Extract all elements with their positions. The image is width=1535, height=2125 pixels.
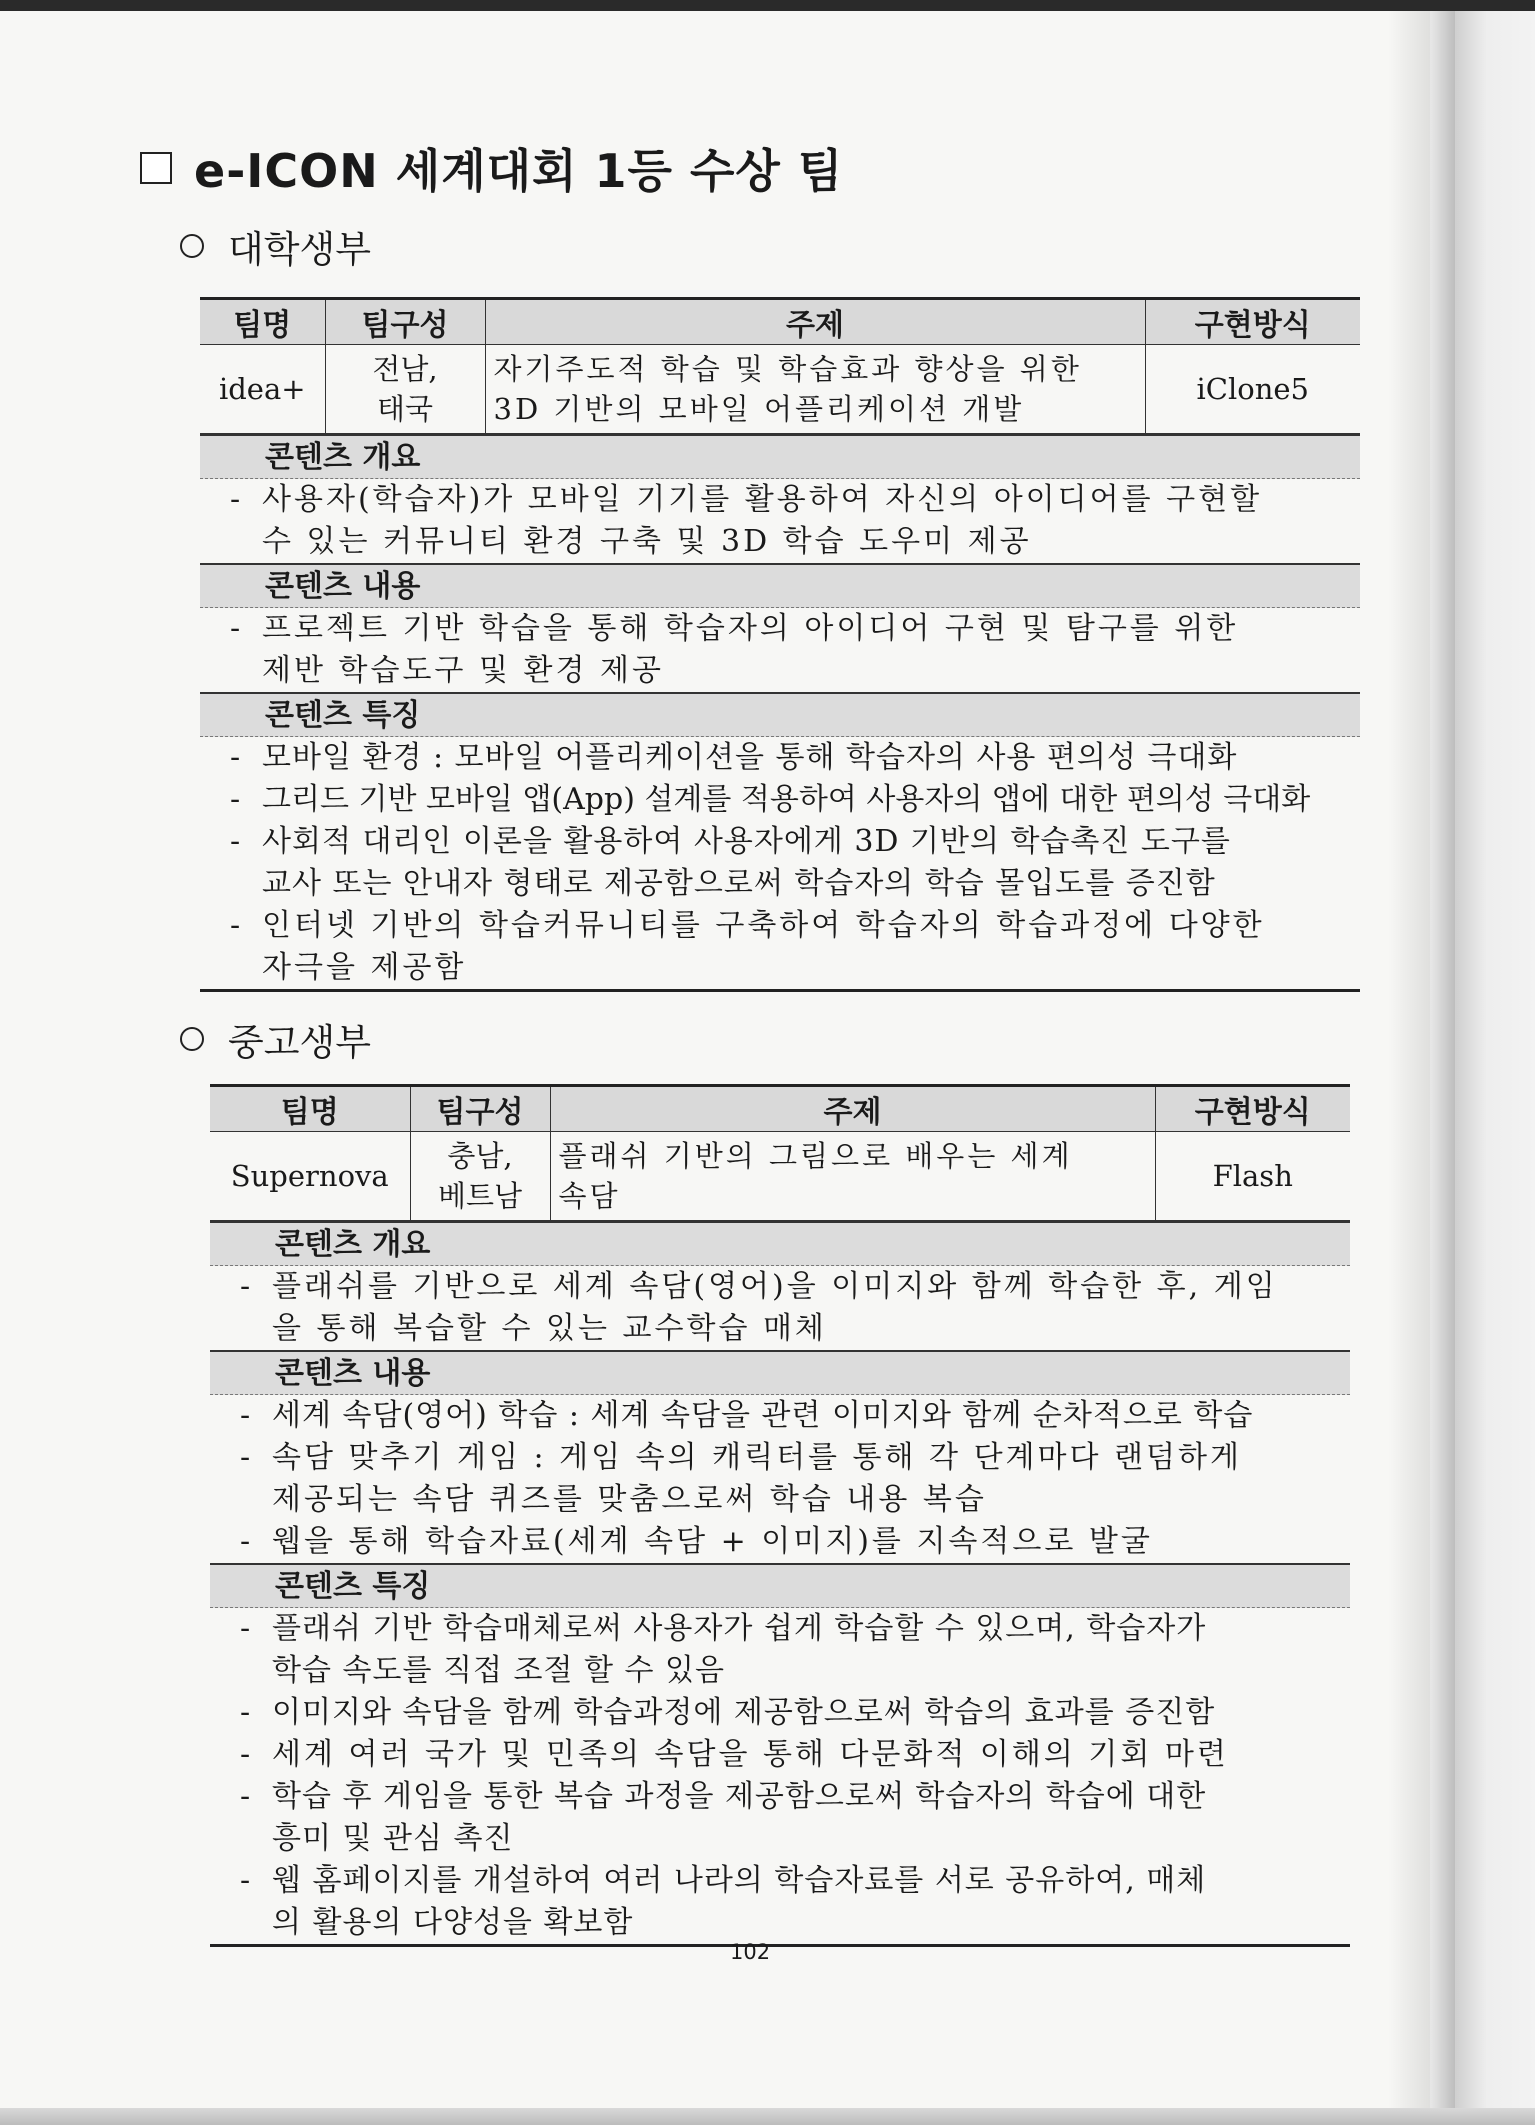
header-team-name: 팀명 bbox=[200, 299, 325, 345]
section-title-text: 중고생부 bbox=[228, 1021, 371, 1064]
block-heading: 콘텐츠 내용 bbox=[200, 563, 1360, 608]
page-number: 102 bbox=[730, 1940, 771, 1964]
header-method: 구현방식 bbox=[1155, 1086, 1350, 1132]
list-item: - 플래쉬를 기반으로 세계 속담(영어)을 이미지와 함께 학습한 후, 게임 을 통해 복습할 수 있는 교수학습 매체 bbox=[240, 1269, 1278, 1346]
list-item: - 웹을 통해 학습자료(세계 속담 + 이미지)를 지속적으로 발굴 bbox=[240, 1524, 1153, 1559]
scan-top-edge bbox=[0, 0, 1535, 11]
subject-cell bbox=[485, 345, 1145, 434]
list-item: - 사회적 대리인 이론을 활용하여 사용자에게 3D 기반의 학습촉진 도구를 교사 또는 안내자 형태로 제공함으로써 학습자의 학습 몰입도를 증진함 bbox=[230, 824, 1231, 901]
block-heading: 콘텐츠 내용 bbox=[210, 1350, 1350, 1395]
features-block-university bbox=[200, 692, 1360, 992]
team-member-line: 태국 bbox=[376, 392, 434, 426]
section-title-highschool bbox=[180, 1012, 1365, 1066]
method-cell: iClone5 bbox=[1145, 345, 1360, 434]
features-block-highschool bbox=[210, 1563, 1350, 1947]
list-item: - 세계 속담(영어) 학습 : 세계 속담을 관련 이미지와 함께 순차적으로 학습 bbox=[240, 1398, 1254, 1433]
subject-line: 속담 bbox=[558, 1179, 621, 1213]
header-team-name: 팀명 bbox=[210, 1086, 410, 1132]
team-name-cell: Supernova bbox=[210, 1132, 410, 1221]
subject-cell bbox=[550, 1132, 1155, 1221]
table-row bbox=[200, 345, 1360, 434]
contents-block-highschool bbox=[210, 1350, 1350, 1563]
adjacent-page-edge bbox=[1455, 11, 1535, 2125]
list-item: - 그리드 기반 모바일 앱(App) 설계를 적용하여 사용자의 앱에 대한 편의성 극대화 bbox=[230, 782, 1311, 817]
list-item: - 프로젝트 기반 학습을 통해 학습자의 아이디어 구현 및 탐구를 위한 제반 학습도구 및 환경 제공 bbox=[230, 611, 1239, 688]
block-heading: 콘텐츠 개요 bbox=[200, 434, 1360, 479]
block-heading: 콘텐츠 특징 bbox=[200, 692, 1360, 737]
subject-line: 3D 기반의 모바일 어플리케이션 개발 bbox=[493, 392, 1025, 426]
main-heading bbox=[140, 135, 1365, 201]
subject-line: 자기주도적 학습 및 학습효과 향상을 위한 bbox=[493, 352, 1082, 386]
overview-block-university bbox=[200, 434, 1360, 563]
team-member-line: 충남, bbox=[447, 1139, 513, 1173]
list-item: - 속담 맞추기 게임 : 게임 속의 캐릭터를 통해 각 단계마다 랜덤하게 제공되는 속담 퀴즈를 맞춤으로써 학습 내용 복습 bbox=[240, 1440, 1242, 1517]
header-team-members: 팀구성 bbox=[410, 1086, 550, 1132]
team-member-line: 전남, bbox=[372, 352, 438, 386]
team-members-cell bbox=[325, 345, 485, 434]
team-info-table-highschool bbox=[210, 1084, 1350, 1221]
team-name-cell: idea+ bbox=[200, 345, 325, 434]
list-item: - 사용자(학습자)가 모바일 기기를 활용하여 자신의 아이디어를 구현할 수 있는 커뮤니티 환경 구축 및 3D 학습 도우미 제공 bbox=[230, 482, 1263, 559]
team-members-cell bbox=[410, 1132, 550, 1221]
method-cell: Flash bbox=[1155, 1132, 1350, 1221]
header-method: 구현방식 bbox=[1145, 299, 1360, 345]
circle-bullet-icon bbox=[180, 234, 204, 258]
list-item: - 학습 후 게임을 통한 복습 과정을 제공함으로써 학습자의 학습에 대한 흥미 및 관심 촉진 bbox=[240, 1779, 1207, 1856]
scan-bottom-edge bbox=[0, 2108, 1535, 2125]
list-item: - 플래쉬 기반 학습매체로써 사용자가 쉽게 학습할 수 있으며, 학습자가 학습 속도를 직접 조절 할 수 있음 bbox=[240, 1611, 1207, 1688]
header-subject: 주제 bbox=[485, 299, 1145, 345]
circle-bullet-icon bbox=[180, 1027, 204, 1051]
overview-block-highschool bbox=[210, 1221, 1350, 1350]
page-content bbox=[140, 135, 1365, 1947]
team-info-table-university bbox=[200, 297, 1360, 434]
list-item: - 이미지와 속담을 함께 학습과정에 제공함으로써 학습의 효과를 증진함 bbox=[240, 1695, 1216, 1730]
block-heading: 콘텐츠 개요 bbox=[210, 1221, 1350, 1266]
main-heading-text: e-ICON 세계대회 1등 수상 팀 bbox=[194, 144, 844, 198]
header-team-members: 팀구성 bbox=[325, 299, 485, 345]
list-item: - 모바일 환경 : 모바일 어플리케이션을 통해 학습자의 사용 편의성 극대화 bbox=[230, 740, 1238, 775]
section-title-text: 대학생부 bbox=[228, 228, 371, 271]
contents-block-university bbox=[200, 563, 1360, 692]
square-bullet-icon bbox=[140, 152, 172, 184]
list-item: - 세계 여러 국가 및 민족의 속담을 통해 다문화적 이해의 기회 마련 bbox=[240, 1737, 1229, 1772]
list-item: - 웹 홈페이지를 개설하여 여러 나라의 학습자료를 서로 공유하여, 매체 의 활용의 다양성을 확보함 bbox=[240, 1863, 1207, 1940]
table-header-row bbox=[200, 299, 1360, 345]
section-title-university bbox=[180, 219, 1365, 273]
table-row bbox=[210, 1132, 1350, 1221]
block-heading: 콘텐츠 특징 bbox=[210, 1563, 1350, 1608]
list-item: - 인터넷 기반의 학습커뮤니티를 구축하여 학습자의 학습과정에 다양한 자극을 제공함 bbox=[230, 908, 1265, 985]
team-member-line: 베트남 bbox=[437, 1179, 523, 1213]
header-subject: 주제 bbox=[550, 1086, 1155, 1132]
table-header-row bbox=[210, 1086, 1350, 1132]
subject-line: 플래쉬 기반의 그림으로 배우는 세계 bbox=[558, 1139, 1073, 1173]
